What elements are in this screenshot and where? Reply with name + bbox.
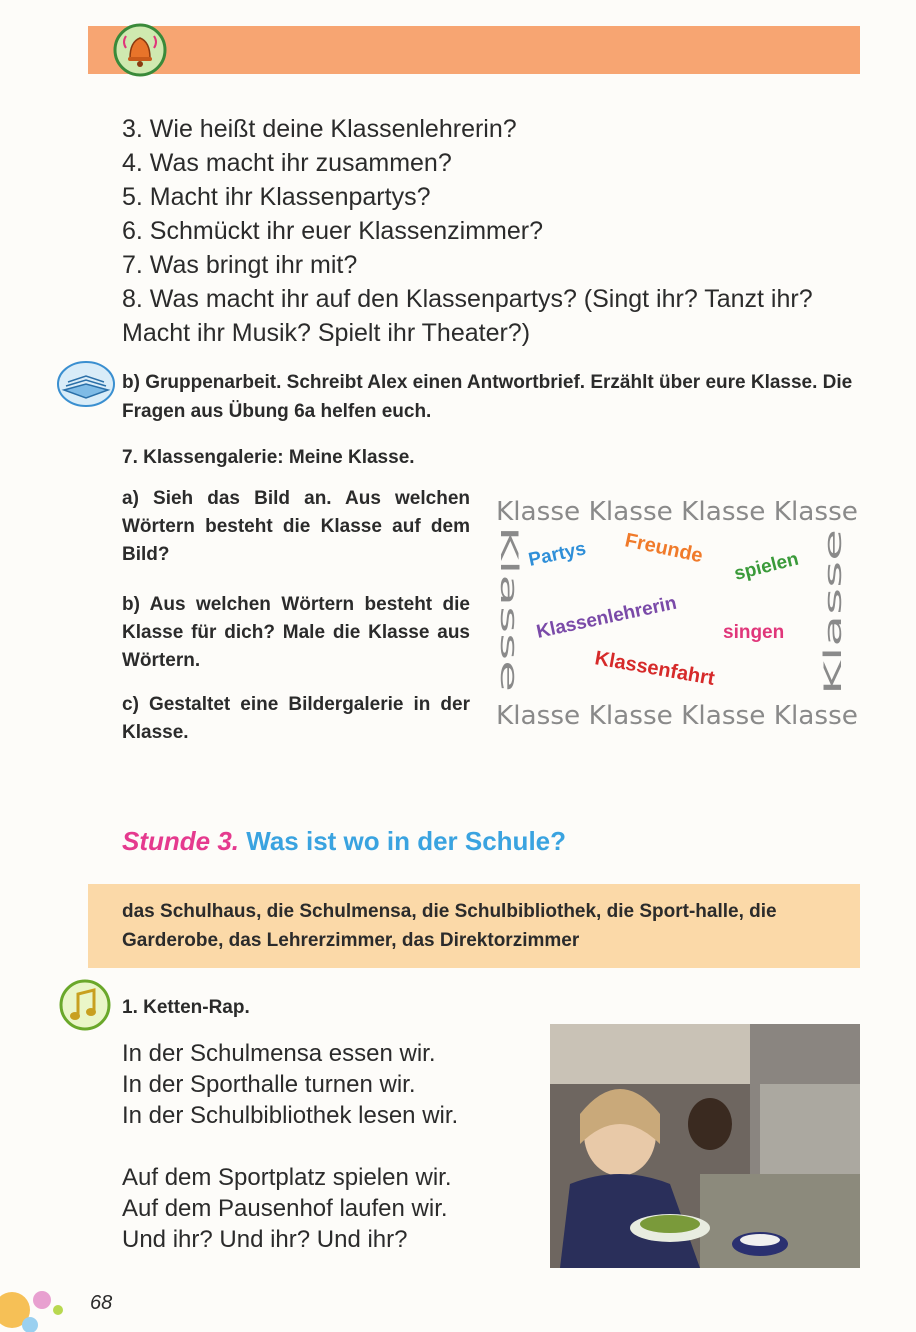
poem-line: Auf dem Pausenhof laufen wir. [122,1195,448,1222]
page-number: 68 [90,1292,113,1314]
klasse-right-column: Klasse [819,618,847,695]
question-item: 8. Was macht ihr auf den Klassenpartys? (Singt ihr? Tanzt ihr? Macht ihr Musik? Spielt ihr Theater?) [122,285,813,347]
book-icon [56,360,116,408]
decorative-dots [0,1270,80,1332]
question-list [122,112,867,350]
question-item: 5. Macht ihr Klassenpartys? [122,183,431,211]
poem-line: In der Sporthalle turnen wir. [122,1071,416,1098]
question-item: 4. Was macht ihr zusammen? [122,149,452,177]
task-b-text: b) Gruppenarbeit. Schreibt Alex einen Antwortbrief. Erzählt über eure Klasse. Die Fragen aus Übung 6a helfen euch. [122,372,853,422]
header-bar [88,26,860,74]
klasse-left-column: Klasse [495,526,523,603]
exercise7-a: a) Sieh das Bild an. Aus welchen Wörtern besteht die Klasse auf dem Bild? [122,488,470,565]
klasse-bottom-row: Klasse Klasse Klasse Klasse [496,701,858,731]
word-freunde: Freunde [622,529,705,568]
poem-line: Auf dem Sportplatz spielen wir. [122,1164,452,1191]
poem-line [122,1131,458,1162]
word-klassenlehrerin: Klassenlehrerin [534,592,679,643]
question-item: 3. Wie heißt deine Klassenlehrerin? [122,115,517,143]
lesson-title: Was ist wo in der Schule? [246,826,567,856]
klasse-top-row: Klasse Klasse Klasse Klasse [496,497,858,527]
klasse-word-picture [490,488,864,738]
school-canteen-photo [550,1024,860,1268]
exercise7-c: c) Gestaltet eine Bildergalerie in der Klasse. [122,694,470,743]
word-partys: Partys [526,538,588,571]
exercise7-b: b) Aus welchen Wörtern besteht die Klasse für dich? Male die Klasse aus Wörtern. [122,594,470,671]
rap-poem [122,1038,458,1255]
vocabulary-text: das Schulhaus, die Schulmensa, die Schulbibliothek, die Sport-halle, die Garderobe, das Lehrerzimmer, das Direktorzimmer [122,901,777,951]
poem-line: In der Schulmensa essen wir. [122,1040,436,1067]
word-spielen: spielen [732,548,801,585]
exercise7-title: 7. Klassengalerie: Meine Klasse. [122,447,415,468]
poem-line: Und ihr? Und ihr? Und ihr? [122,1226,408,1253]
bell-icon [112,22,168,78]
rap-title: 1. Ketten-Rap. [122,997,250,1018]
question-item: 7. Was bringt ihr mit? [122,251,358,279]
word-singen: singen [723,622,785,643]
poem-line: In der Schulbibliothek lesen wir. [122,1102,459,1129]
question-item: 6. Schmückt ihr euer Klassenzimmer? [122,217,543,245]
lesson-number: Stunde 3. [122,826,240,856]
lesson-heading [122,826,566,857]
word-klassenfahrt: Klassenfahrt [593,647,717,690]
music-note-icon [58,978,112,1032]
